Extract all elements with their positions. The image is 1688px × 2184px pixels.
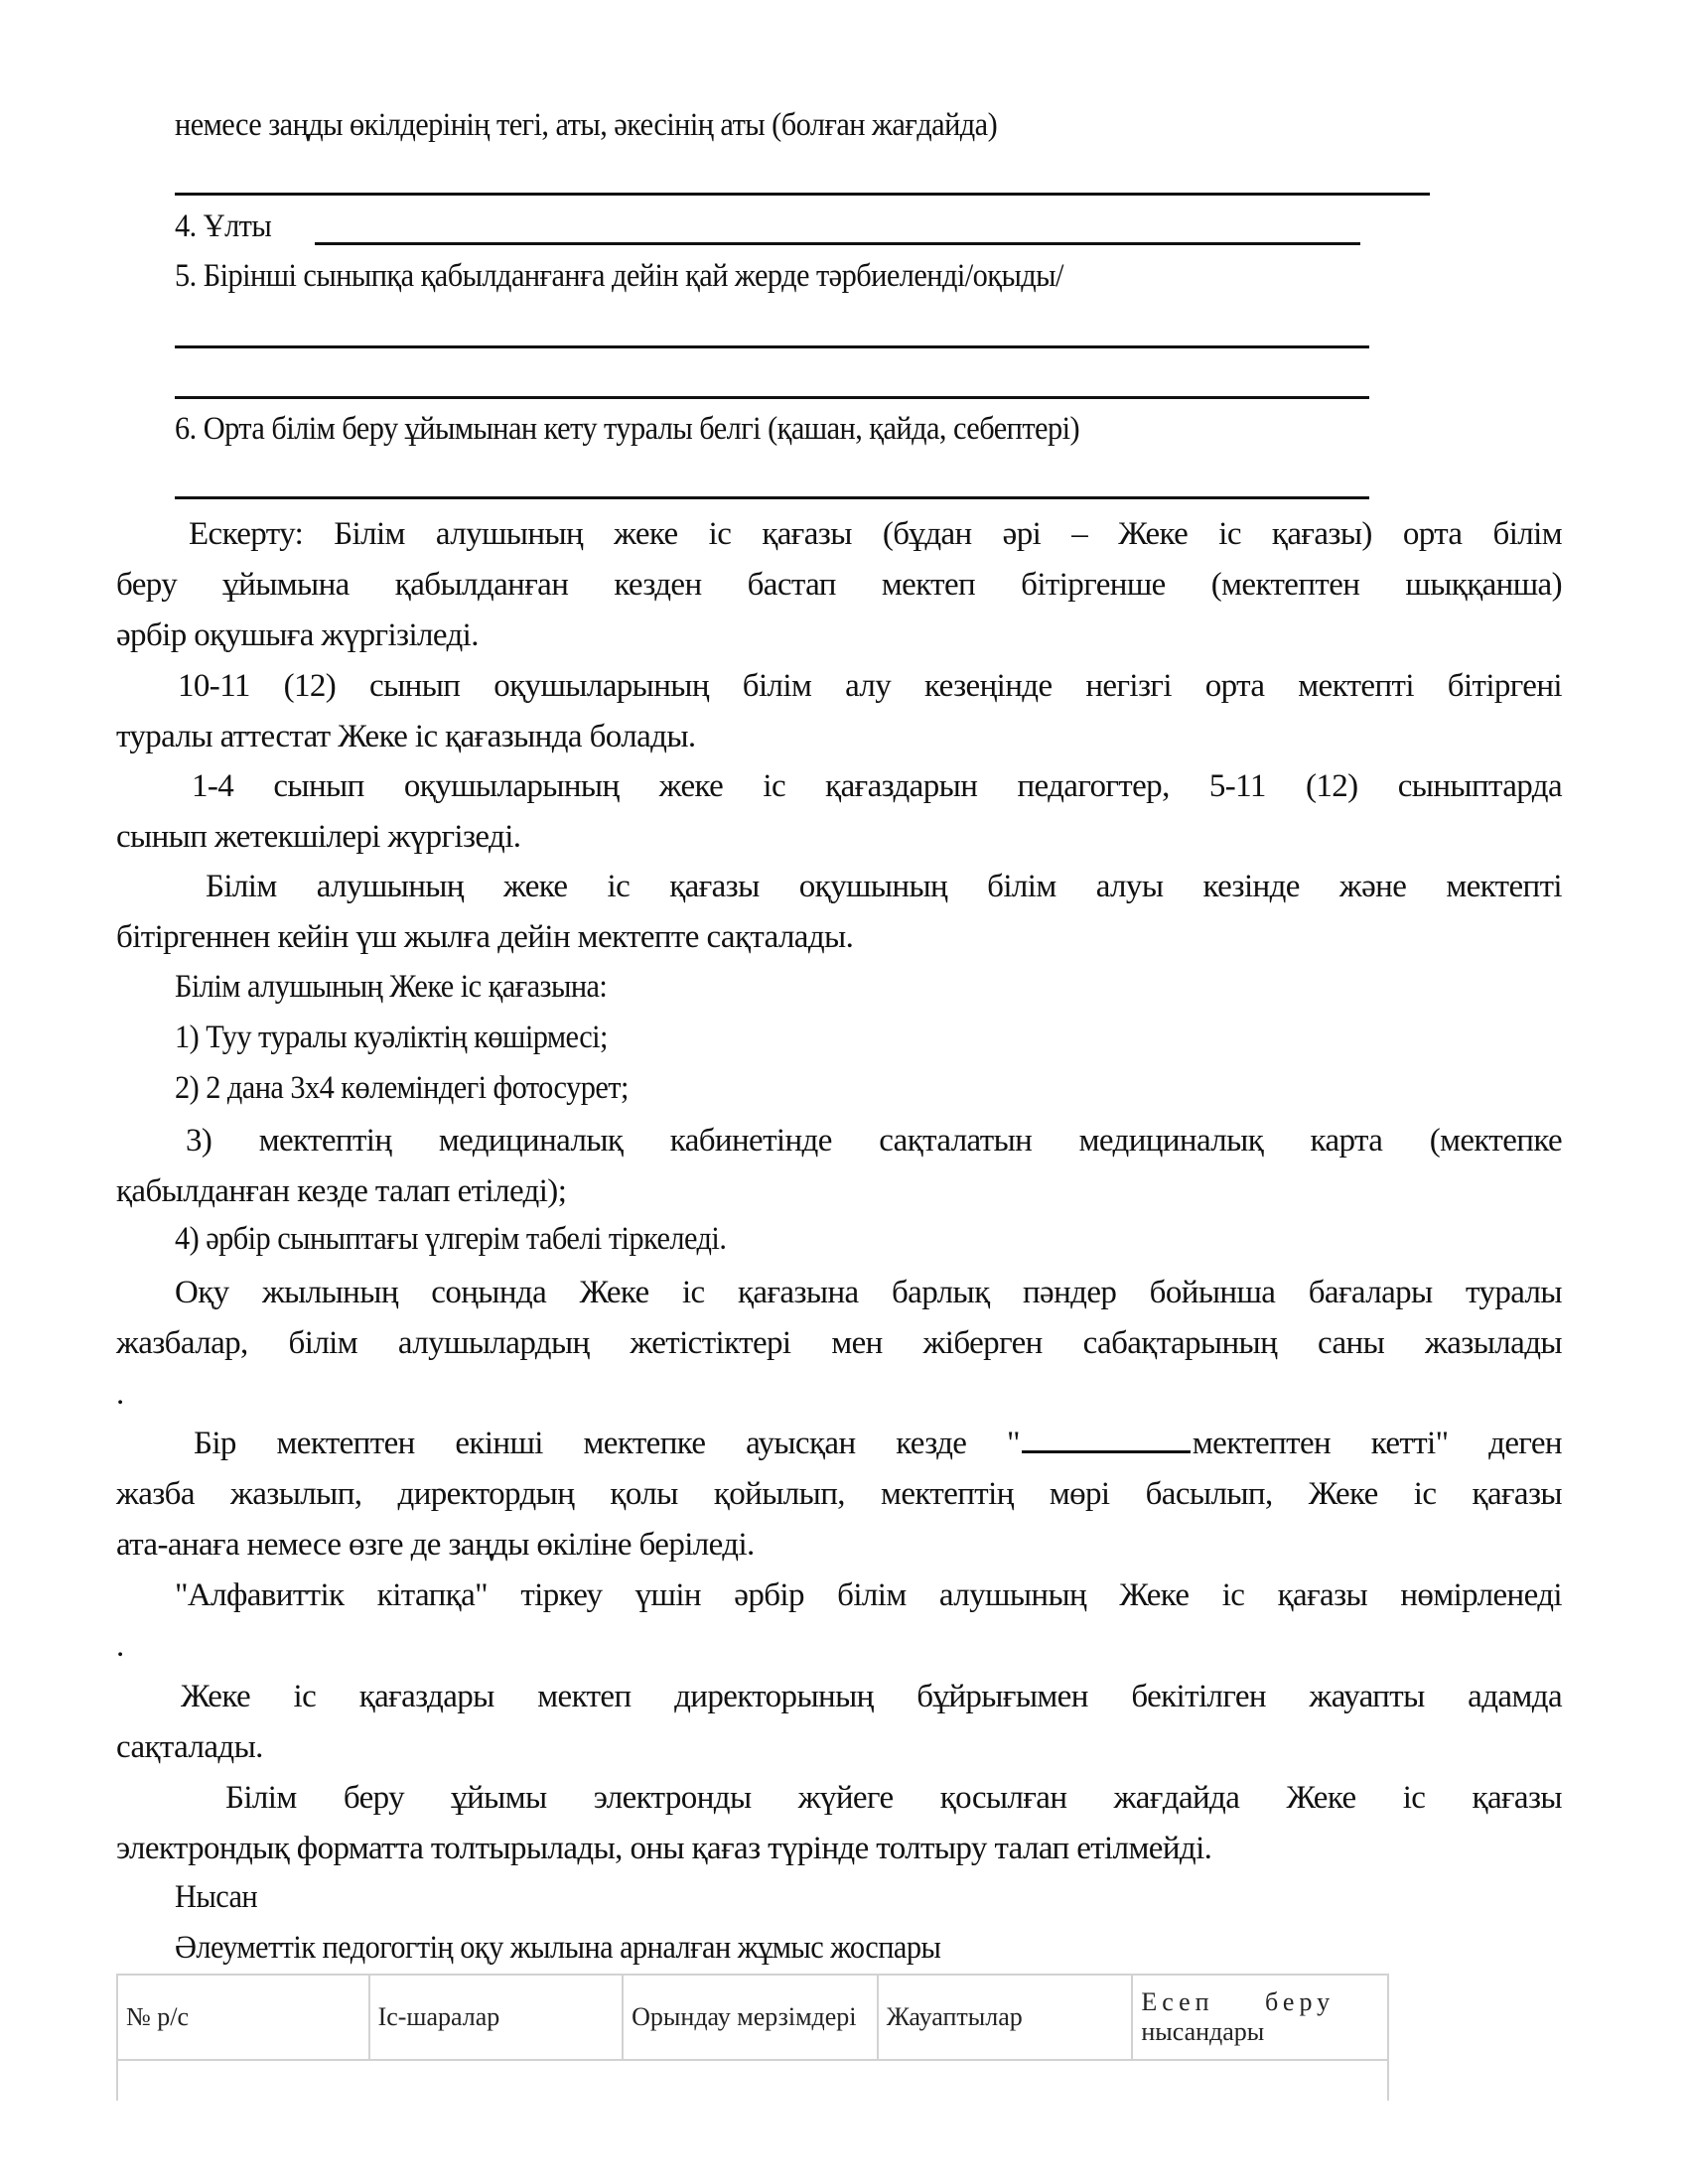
note-paragraph-8 [116,1672,1562,1773]
guardian-fill-line[interactable] [175,193,1430,196]
note6-text-after: мектептен кетті" деген [1192,1426,1562,1461]
work-plan-table [116,1974,1389,2101]
header-cell-report-forms-line1: Есеп беру [1141,1987,1336,2016]
plan-title: Әлеуметтік педогогтің оқу жылына арналған жұмыс жоспары [175,1930,941,1966]
note-line: Жеке іс қағаздары мектеп директорының бұйрығымен бекітілген жауапты адамда [181,1679,1562,1714]
note-paragraph-5 [116,1268,1562,1420]
departure-label: 6. Орта білім беру ұйымынан кету туралы белгі (қашан, қайда, себептері) [175,411,1080,447]
note-line: Ескерту: Білім алушының жеке іс қағазы (бұдан әрі – Жеке іс қағазы) орта білім [189,516,1562,552]
header-cell-responsible: Жауаптылар [878,1975,1133,2060]
note-paragraph-7 [116,1570,1562,1672]
header-cell-number: № р/с [117,1975,369,2060]
note-line: Білім алушының жеке іс қағазы оқушының білім алуы кезінде және мектепті [206,869,1562,904]
table-empty-cell[interactable] [117,2060,1388,2101]
prior-education-fill-line-2[interactable] [175,396,1369,399]
note6-text-before: Бір мектептен екінші мектепке ауысқан кезде " [194,1426,1020,1461]
note-line: сақталады. [116,1729,263,1765]
guardian-label: немесе заңды өкілдерінің тегі, аты, әкесінің аты (болған жағдайда) [175,107,998,143]
note-line: . [116,1628,124,1664]
note-line: жазбалар, білім алушылардың жетістіктері мен жіберген сабақтарының саны жазылады [116,1325,1562,1361]
note-line: қабылданған кезде талап етіледі); [116,1173,567,1209]
note-line: әрбір оқушыға жүргізіледі. [116,617,479,653]
note-line: Оқу жылының соңында Жеке іс қағазына барлық пәндер бойынша бағалары туралы [175,1275,1562,1310]
note-paragraph-6 [116,1419,1562,1570]
note-line: Білім беру ұйымы электронды жүйеге қосылған жағдайда Жеке іс қағазы [225,1780,1562,1816]
note-paragraph-4 [116,862,1562,963]
note-line: туралы аттестат Жеке іс қағазында болады. [116,719,696,754]
note-paragraph-1 [116,509,1562,661]
departure-fill-line[interactable] [175,496,1369,499]
note-paragraph-3 [116,761,1562,863]
list-item-2: 2) 2 дана 3х4 көлеміндегі фотосурет; [175,1070,629,1106]
note-line: бітіргеннен кейін үш жылға дейін мектепте сақталады. [116,919,854,955]
note-line: ата-анаға немесе өзге де заңды өкіліне беріледі. [116,1527,755,1563]
note-paragraph-9 [116,1773,1562,1874]
header-cell-activities: Іс-шаралар [369,1975,624,2060]
nationality-label: 4. Ұлты [175,208,272,244]
form-title: Нысан [175,1879,258,1915]
nationality-fill-line[interactable] [315,242,1360,245]
list-item-1: 1) Туу туралы куәліктің көшірмесі; [175,1020,608,1055]
table-header-row [117,1975,1388,2060]
prior-education-fill-line-1[interactable] [175,345,1369,348]
note-line: 3) мектептің медициналық кабинетінде сақталатын медициналық карта (мектепке [186,1123,1562,1159]
list-item-4: 4) әрбір сыныптағы үлгерім табелі тіркеледі. [175,1221,727,1257]
note-line: 10-11 (12) сынып оқушыларының білім алу кезеңінде негізгі орта мектепті бітіргені [178,668,1562,704]
header-cell-deadlines: Орындау мерзімдері [623,1975,878,2060]
prior-education-label: 5. Бірінші сыныпқа қабылданғанға дейін қай жерде тәрбиеленді/оқыды/ [175,258,1063,294]
note-line: беру ұйымына қабылданған кезден бастап мектеп бітіргенше (мектептен шыққанша) [116,567,1562,603]
table-row [117,2060,1388,2101]
note-line: сынып жетекшілері жүргізеді. [116,819,521,855]
note-line: жазба жазылып, директордың қолы қойылып, мектептің мөрі басылып, Жеке іс қағазы [116,1476,1562,1512]
note-line: "Алфавиттік кітапқа" тіркеу үшін әрбір білім алушының Жеке іс қағазы нөмірленеді [175,1577,1562,1613]
list-item-3 [116,1116,1562,1217]
list-intro: Білім алушының Жеке іс қағазына: [175,969,608,1005]
note-line: 1-4 сынып оқушыларының жеке іс қағаздарын педагогтер, 5-11 (12) сыныптарда [192,768,1562,804]
school-blank-field[interactable] [1022,1421,1191,1453]
header-cell-report-forms [1132,1975,1388,2060]
note-line: . [116,1376,124,1412]
note-line: электрондық форматта толтырылады, оны қағаз түрінде толтыру талап етілмейді. [116,1831,1212,1866]
header-cell-report-forms-line2: нысандары [1141,2017,1265,2046]
note-paragraph-2 [116,661,1562,762]
note-line [116,1419,1562,1469]
